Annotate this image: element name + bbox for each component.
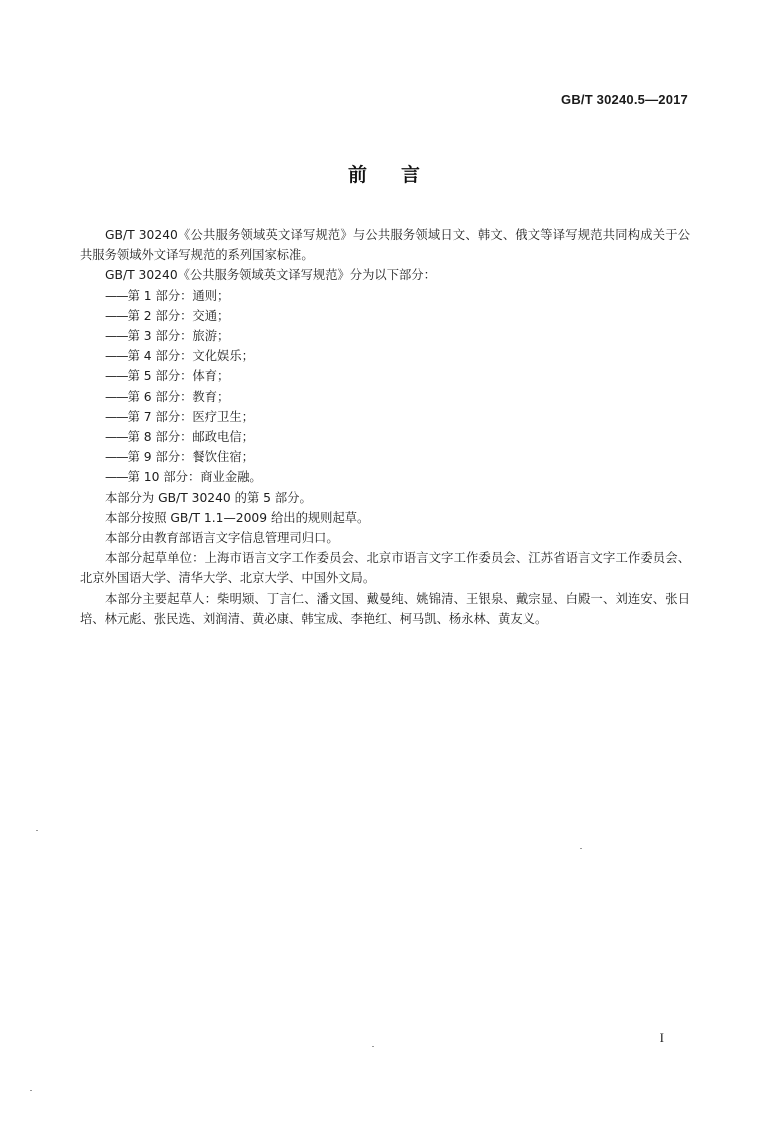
part-label: 第 6 部分：教育；	[127, 389, 230, 404]
dash-mark: ——	[105, 329, 128, 344]
list-item	[80, 306, 690, 326]
part-label: 第 7 部分：医疗卫生；	[127, 409, 254, 424]
list-item	[80, 326, 690, 346]
list-item	[80, 447, 690, 467]
list-item	[80, 387, 690, 407]
parts-list	[80, 286, 690, 488]
dash-mark: ——	[105, 430, 128, 445]
drafting-rules-statement: 本部分按照 GB/T 1.1—2009 给出的规则起草。	[105, 510, 370, 525]
intro-paragraph: GB/T 30240《公共服务领域英文译写规范》与公共服务领域日文、韩文、俄文等译写规范共同构成关于公共服务领域外文译写规范的系列国家标准。	[80, 228, 690, 263]
scan-speck	[580, 848, 582, 849]
dash-mark: ——	[105, 349, 128, 364]
dash-mark: ——	[105, 369, 128, 384]
this-part-statement: 本部分为 GB/T 30240 的第 5 部分。	[105, 490, 312, 505]
part-label: 第 5 部分：体育；	[127, 369, 230, 384]
responsible-statement: 本部分由教育部语言文字信息管理司归口。	[105, 531, 339, 546]
drafting-units-statement: 本部分起草单位：上海市语言文字工作委员会、北京市语言文字工作委员会、江苏省语言文字工作委员会、北京外国语大学、清华大学、北京大学、中国外文局。	[80, 551, 690, 586]
standard-number: GB/T 30240.5—2017	[561, 92, 688, 107]
list-item	[80, 286, 690, 306]
part-label: 第 9 部分：餐饮住宿；	[127, 450, 254, 465]
parts-intro-paragraph: GB/T 30240《公共服务领域英文译写规范》分为以下部分：	[105, 268, 436, 283]
part-label: 第 4 部分：文化娱乐；	[127, 349, 254, 364]
page-number: I	[659, 1030, 664, 1045]
list-item	[80, 467, 690, 487]
foreword-body	[80, 225, 690, 629]
list-item	[80, 407, 690, 427]
drafters-statement: 本部分主要起草人：柴明颎、丁言仁、潘文国、戴曼纯、姚锦清、王银泉、戴宗显、白殿一、刘连安、张日培、林元彪、张民选、刘润清、黄必康、韩宝成、李艳红、柯马凯、杨永林、黄友义。	[80, 591, 690, 626]
part-label: 第 3 部分：旅游；	[127, 329, 230, 344]
list-item	[80, 366, 690, 386]
part-label: 第 1 部分：通则；	[127, 288, 230, 303]
dash-mark: ——	[105, 288, 128, 303]
scan-speck	[36, 830, 38, 831]
part-label: 第 10 部分：商业金融。	[127, 470, 262, 485]
list-item	[80, 427, 690, 447]
scan-speck	[30, 1090, 32, 1091]
part-label: 第 2 部分：交通；	[127, 308, 230, 323]
dash-mark: ——	[105, 308, 128, 323]
part-label: 第 8 部分：邮政电信；	[127, 430, 254, 445]
list-item	[80, 346, 690, 366]
page-title: 前言	[347, 164, 454, 186]
dash-mark: ——	[105, 409, 128, 424]
dash-mark: ——	[105, 450, 128, 465]
dash-mark: ——	[105, 389, 128, 404]
scan-speck	[372, 1046, 374, 1047]
dash-mark: ——	[105, 470, 128, 485]
